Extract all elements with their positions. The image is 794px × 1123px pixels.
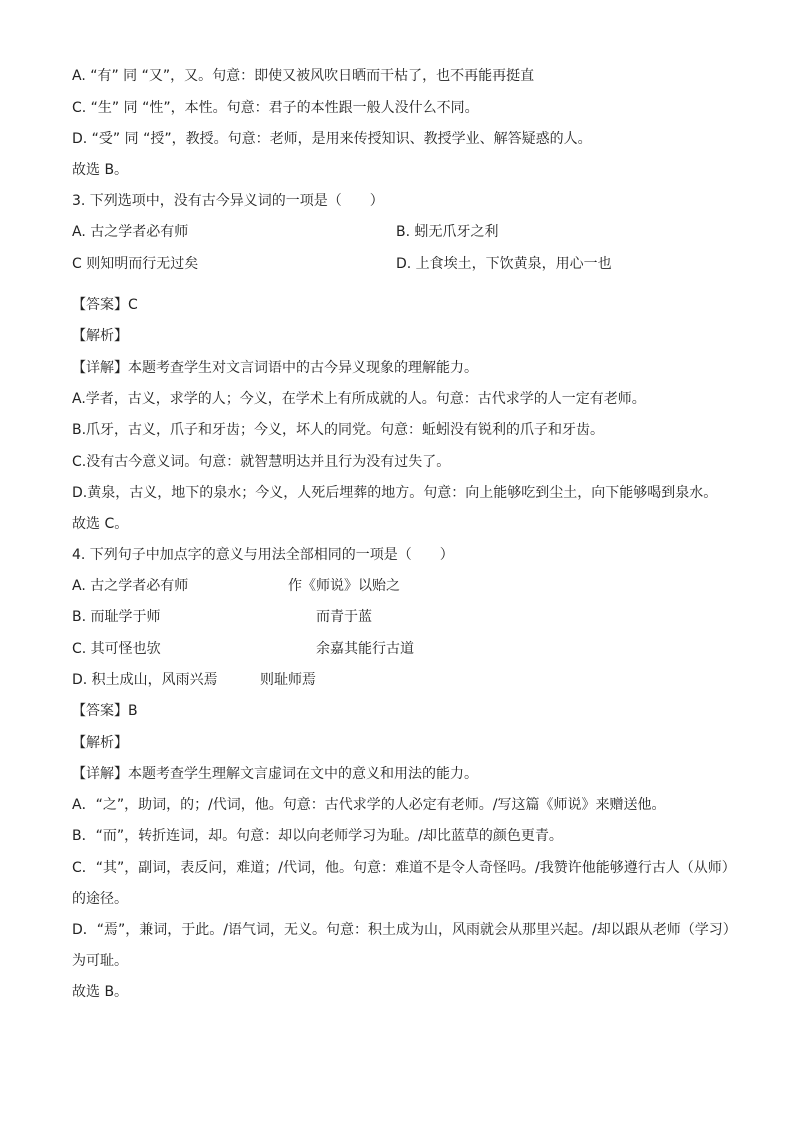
q3-detail: 【详解】本题考查学生对文言词语中的古今异义现象的理解能力。 bbox=[72, 360, 478, 376]
q4-choice: 故选 B。 bbox=[72, 984, 129, 1000]
q4-option-b-right: 而青于蓝 bbox=[316, 609, 372, 625]
q3-explanation-d: D.黄泉，古义，地下的泉水；今义，人死后埋葬的地方。句意：向上能够吃到尘土，向下能够喝到泉水。 bbox=[72, 485, 718, 501]
question-4-title: 4. 下列句子中加点字的意义与用法全部相同的一项是（ ） bbox=[72, 547, 454, 563]
q4-analysis-heading: 【解析】 bbox=[72, 735, 128, 751]
q3-explanation-b: B.爪牙，古义，爪子和牙齿；今义，坏人的同党。句意：蚯蚓没有锐利的爪子和牙齿。 bbox=[72, 422, 605, 438]
q4-explanation-c: C．“其”，副词，表反问，难道；/代词，他。句意：难道不是令人奇怪吗。/我赞许他能够遵行古人（从师）的途径。 bbox=[72, 860, 729, 907]
q3-answer: 【答案】C bbox=[72, 297, 138, 313]
q3-analysis-heading: 【解析】 bbox=[72, 328, 128, 344]
q4-explanation-b: B．“而”，转折连词，却。句意：却以向老师学习为耻。/却比蓝草的颜色更青。 bbox=[72, 828, 563, 844]
q4-option-b-left: B. 而耻学于师 bbox=[72, 609, 161, 625]
q4-option-d-left: D. 积土成山，风雨兴焉 bbox=[72, 672, 218, 688]
text-line: C. “生” 同 “性”，本性。句意：君子的本性跟一般人没什么不同。 bbox=[72, 100, 479, 116]
q4-explanation-d: D．“焉”，兼词，于此。/语气词，无义。句意：积土成为山，风雨就会从那里兴起。/却以跟从老师（学习）为可耻。 bbox=[72, 922, 730, 969]
q3-choice: 故选 C。 bbox=[72, 516, 129, 532]
q4-explanation-a: A．“之”，助词，的；/代词，他。句意：古代求学的人必定有老师。/写这篇《师说》来赠送他。 bbox=[72, 797, 666, 813]
q3-option-b: B. 蚓无爪牙之利 bbox=[396, 224, 499, 240]
q3-option-a: A. 古之学者必有师 bbox=[72, 224, 189, 240]
q4-option-a-right: 作《师说》以贻之 bbox=[288, 578, 400, 594]
q4-option-a-left: A. 古之学者必有师 bbox=[72, 578, 189, 594]
text-line: 故选 B。 bbox=[72, 162, 129, 178]
q4-answer: 【答案】B bbox=[72, 703, 138, 719]
q3-option-c: C 则知明而行无过矣 bbox=[72, 256, 199, 272]
q4-option-c-right: 余嘉其能行古道 bbox=[316, 641, 414, 657]
q3-explanation-c: C.没有古今意义词。句意：就智慧明达并且行为没有过失了。 bbox=[72, 454, 451, 470]
q4-detail: 【详解】本题考查学生理解文言虚词在文中的意义和用法的能力。 bbox=[72, 766, 478, 782]
q3-option-d: D. 上食埃土，下饮黄泉，用心一也 bbox=[396, 256, 612, 272]
question-3-title: 3. 下列选项中，没有古今异义词的一项是（ ） bbox=[72, 193, 384, 209]
text-line: D. “受” 同 “授”，教授。句意：老师，是用来传授知识、教授学业、解答疑惑的人。 bbox=[72, 131, 592, 147]
q4-option-d-right: 则耻师焉 bbox=[260, 672, 316, 688]
q3-explanation-a: A.学者，古义，求学的人；今义，在学术上有所成就的人。句意：古代求学的人一定有老师。 bbox=[72, 391, 646, 407]
q4-option-c-left: C. 其可怪也欤 bbox=[72, 641, 161, 657]
text-line: A. “有” 同 “又”，又。句意：即使又被风吹日晒而干枯了，也不再能再挺直 bbox=[72, 68, 535, 84]
